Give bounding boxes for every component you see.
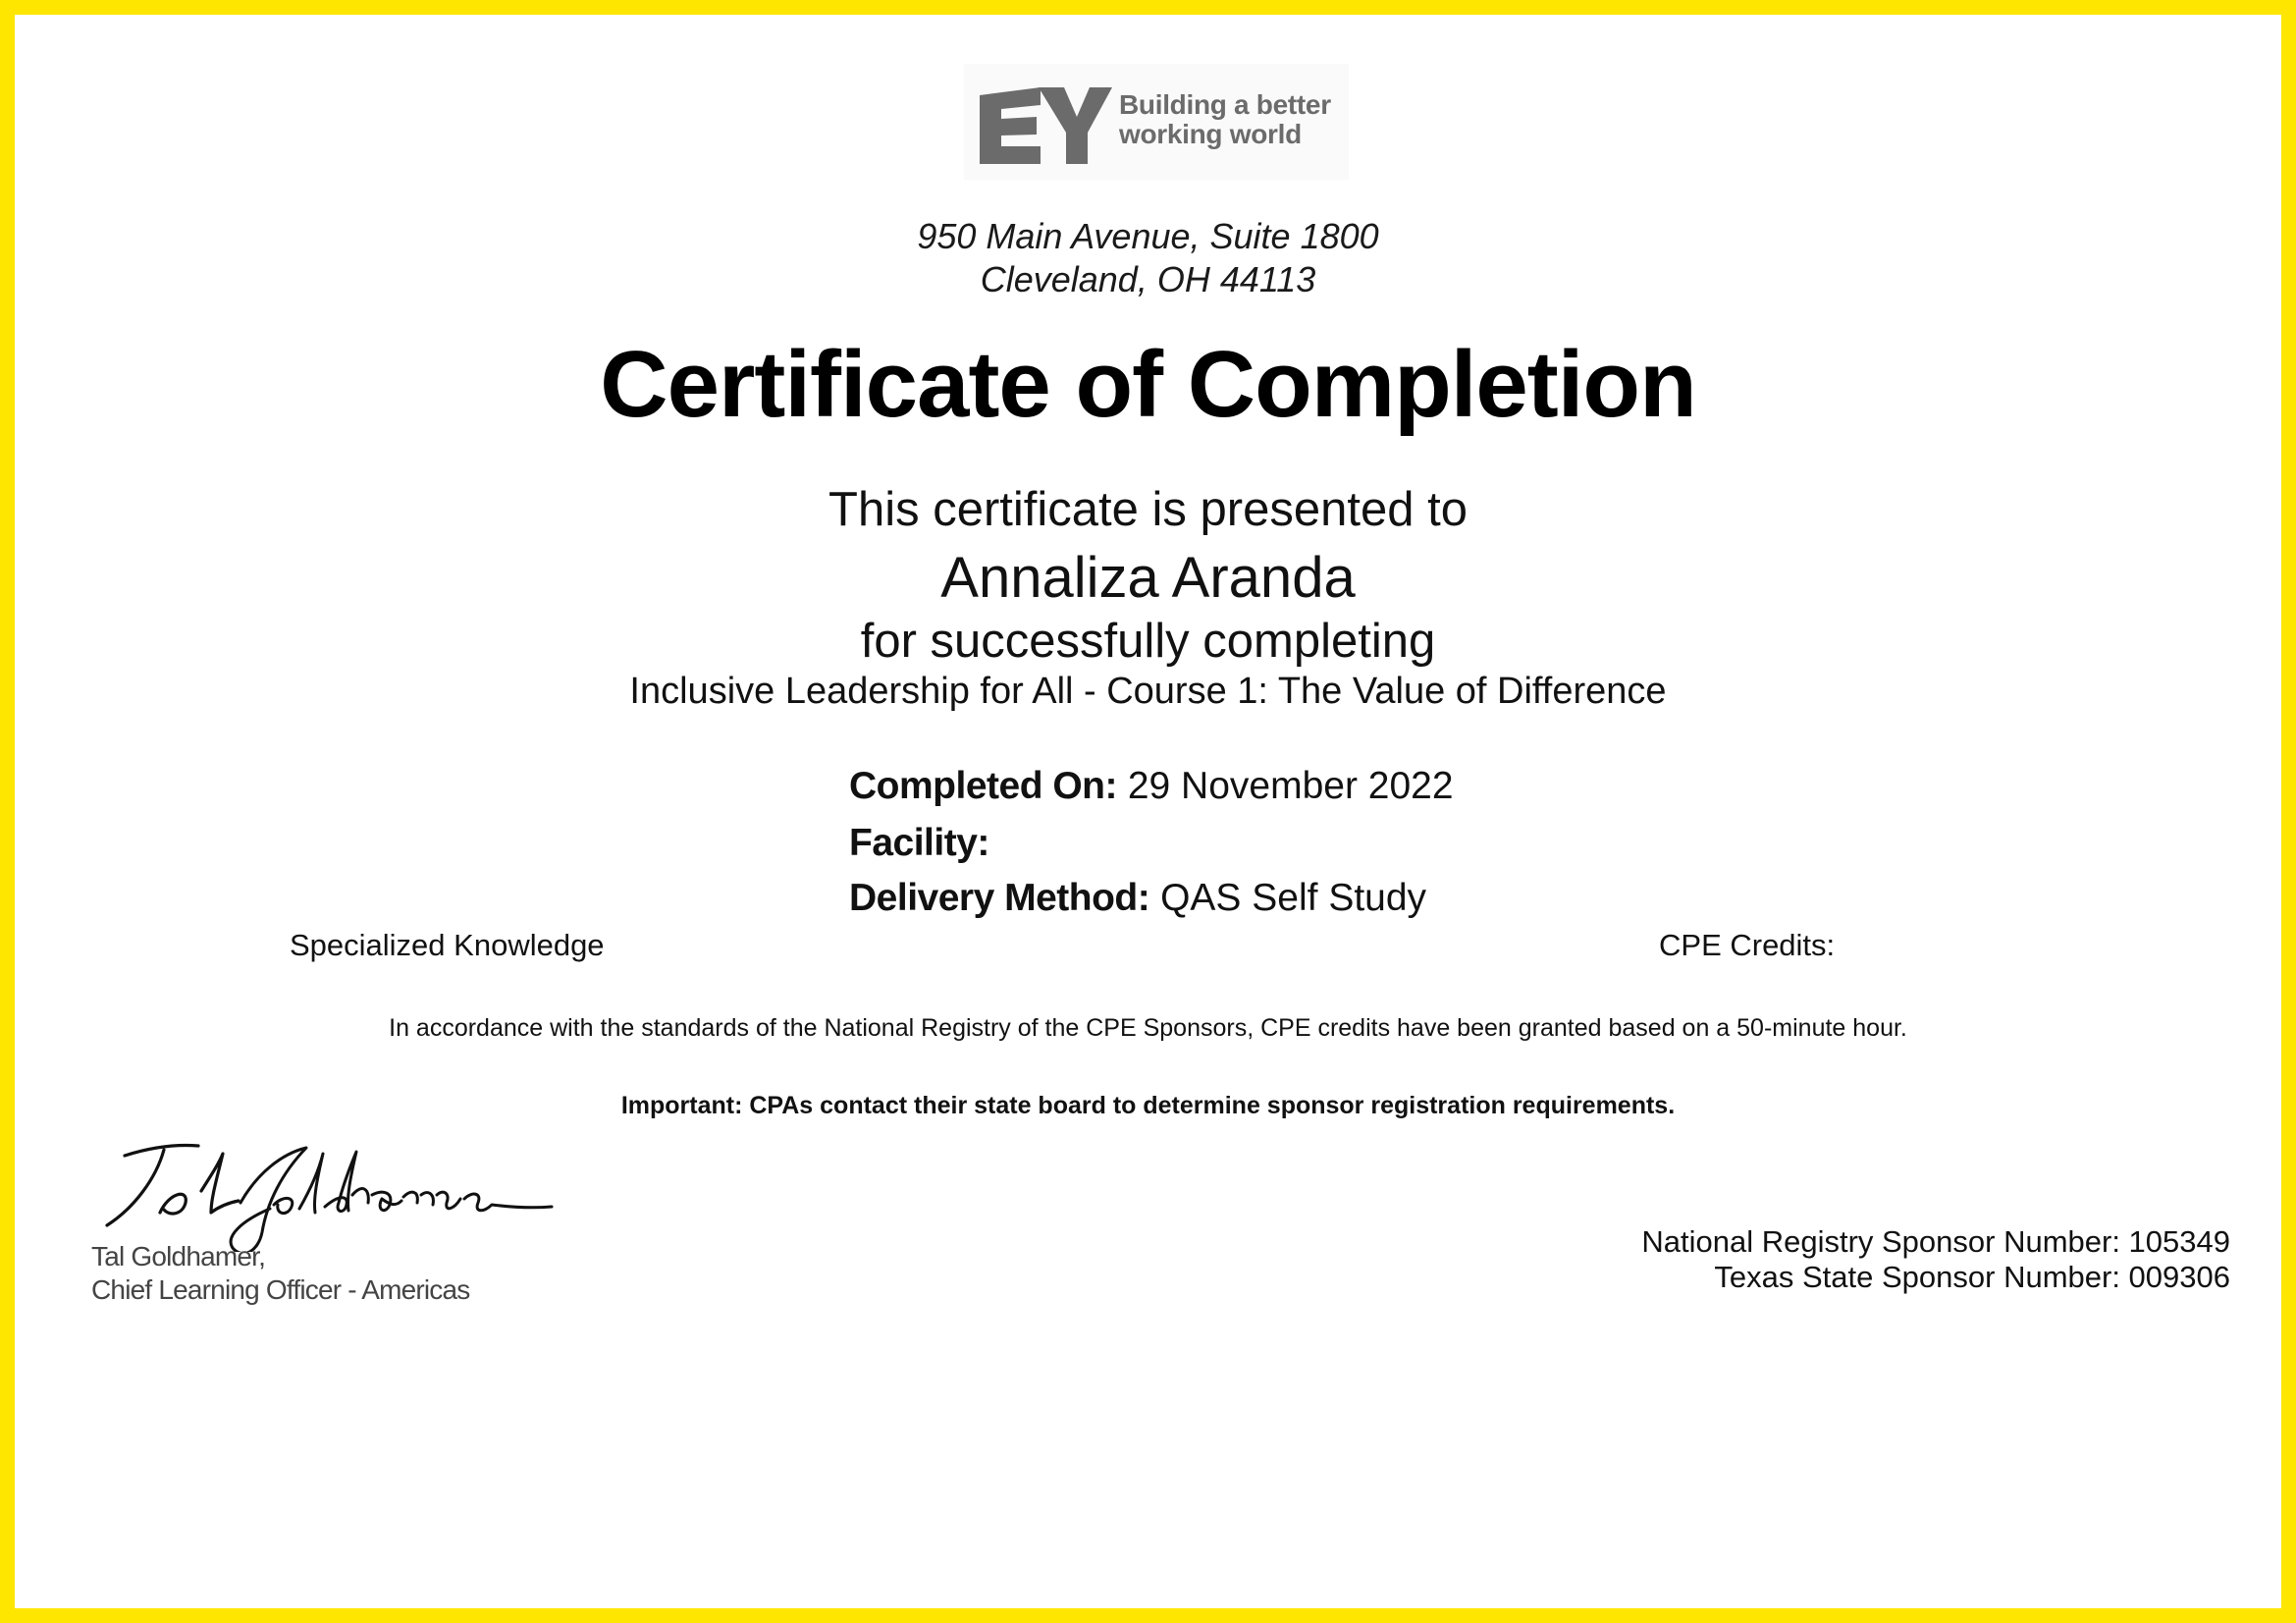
for-completing-text: for successfully completing: [860, 615, 1436, 668]
cpe-credits-label: CPE Credits:: [1659, 928, 1836, 962]
logo-tagline-line1: Building a better: [1119, 89, 1331, 120]
delivery-method-label: Delivery Method:: [849, 877, 1150, 919]
recipient-name: Annaliza Aranda: [940, 546, 1356, 610]
facility-label: Facility:: [849, 822, 989, 864]
presented-to-text: This certificate is presented to: [828, 483, 1468, 536]
field-of-study: Specialized Knowledge: [290, 928, 605, 962]
national-sponsor-number: National Registry Sponsor Number: 105349: [1641, 1224, 2230, 1259]
facility-row: [849, 822, 989, 865]
certificate-title: Certificate of Completion: [600, 332, 1696, 437]
signer-role: Chief Learning Officer - Americas: [91, 1274, 470, 1305]
completed-on-row: [849, 765, 1454, 808]
accordance-note: In accordance with the standards of the National Registry of the CPE Sponsors, CPE credits have been granted based on a 50-minute hour.: [389, 1014, 1907, 1042]
logo-tagline-line2: working world: [1119, 119, 1302, 149]
handwritten-signature: [95, 1134, 566, 1252]
ey-logo-mark-icon: [980, 81, 1112, 164]
course-name: Inclusive Leadership for All - Course 1: The Value of Difference: [629, 671, 1667, 712]
address-line2: Cleveland, OH 44113: [980, 259, 1316, 299]
completed-on-value: 29 November 2022: [1127, 765, 1454, 807]
completed-on-label: Completed On:: [849, 765, 1117, 807]
texas-sponsor-number: Texas State Sponsor Number: 009306: [1714, 1260, 2230, 1294]
ey-logo: [964, 64, 1349, 180]
important-note: Important: CPAs contact their state board to determine sponsor registration requirements.: [620, 1092, 1676, 1119]
delivery-method-row: [849, 877, 1426, 920]
address-line1: 950 Main Avenue, Suite 1800: [917, 216, 1379, 256]
signer-name: Tal Goldhamer,: [91, 1241, 266, 1271]
delivery-method-value: QAS Self Study: [1160, 877, 1427, 919]
